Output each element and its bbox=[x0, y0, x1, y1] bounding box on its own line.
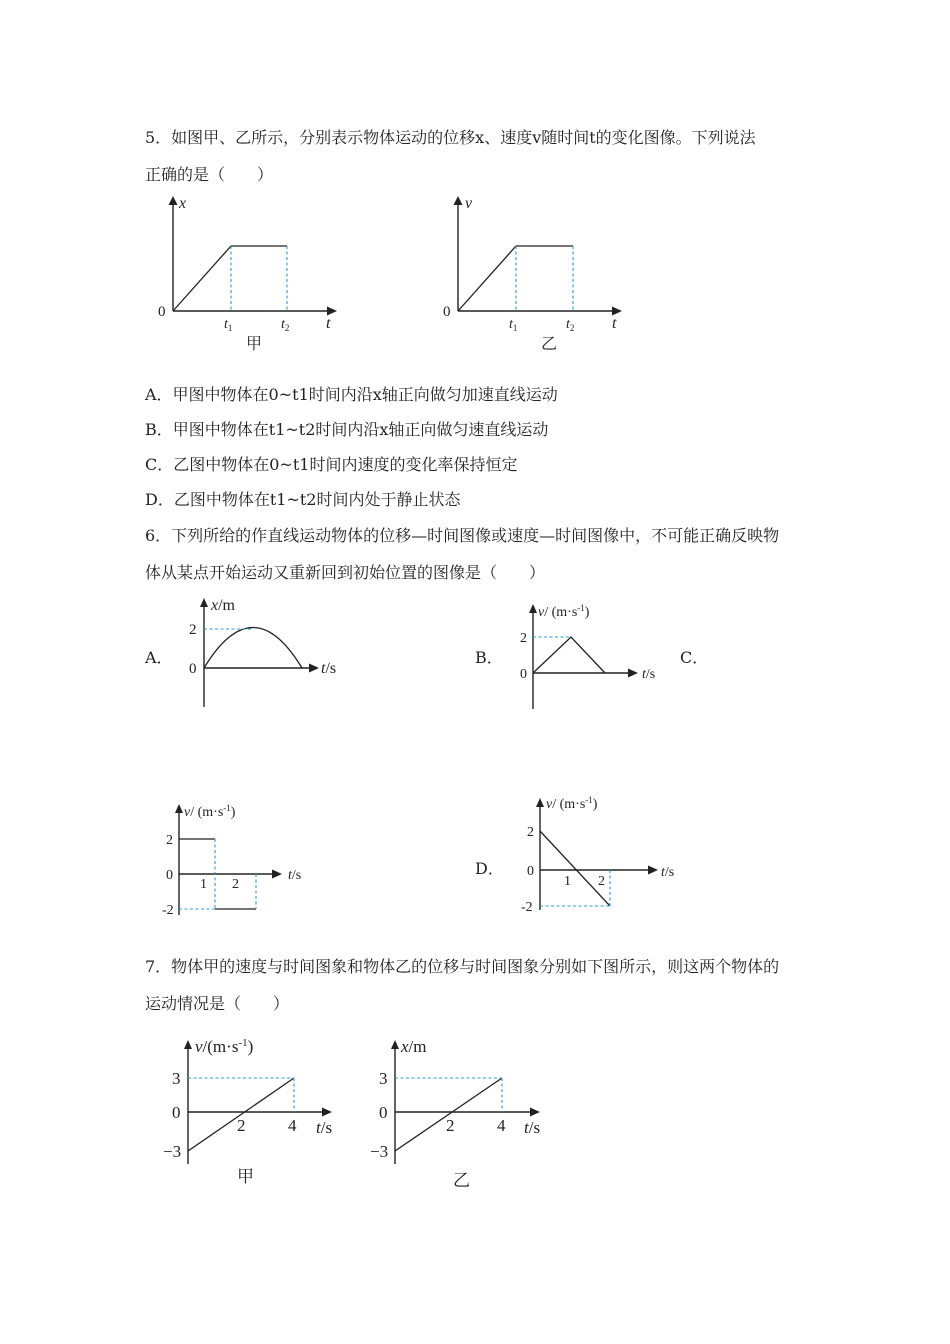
y-axis-arrow bbox=[536, 798, 544, 807]
q5-figure-yi bbox=[435, 188, 635, 358]
t2-label: $t_2$ bbox=[566, 317, 575, 333]
q5-stem-line2: 正确的是（ ） bbox=[145, 165, 274, 184]
origin-label: 0 bbox=[527, 864, 534, 879]
tick-minus2: -2 bbox=[521, 900, 533, 915]
x-axis-arrow bbox=[272, 870, 282, 879]
graph-line bbox=[173, 246, 287, 311]
q6-stem-line1: 6．下列所给的作直线运动物体的位移—时间图像或速度—时间图像中，不可能正确反映物 bbox=[145, 526, 780, 545]
y-axis-arrow bbox=[529, 604, 537, 613]
q6-option-c-letter: C． bbox=[680, 648, 709, 667]
graph-line bbox=[188, 1078, 294, 1151]
x-axis-label: t/s bbox=[661, 865, 675, 880]
t1-label: $t_1$ bbox=[224, 317, 233, 333]
graph-line bbox=[533, 637, 605, 673]
q6-option-a-graph bbox=[185, 592, 345, 712]
x-axis-label: t/s bbox=[321, 660, 337, 677]
x-axis-label: t/s bbox=[524, 1118, 541, 1137]
tick-x4: 4 bbox=[288, 1116, 297, 1135]
y-axis-arrow bbox=[391, 1040, 399, 1049]
origin-label: 0 bbox=[189, 661, 197, 677]
y-axis-label: v/ $(m\cdot s^{-1})$ bbox=[546, 795, 598, 812]
y-axis-label: v/ $(m\cdot s^{-1})$ bbox=[538, 603, 590, 620]
x-axis-arrow bbox=[530, 1108, 540, 1117]
q6-option-c-graph bbox=[160, 797, 320, 922]
q6-option-d-graph bbox=[515, 790, 695, 915]
q6-option-d-letter: D． bbox=[475, 859, 504, 878]
y-axis-arrow bbox=[169, 196, 178, 205]
q6-option-b-letter: B． bbox=[475, 648, 503, 667]
x-axis-arrow bbox=[648, 866, 658, 875]
y-axis-label: x/m bbox=[401, 1037, 427, 1056]
q7-figure-yi bbox=[365, 1030, 565, 1195]
origin-label: 0 bbox=[172, 1103, 181, 1122]
caption-jia: 甲 bbox=[237, 1167, 254, 1186]
caption-jia: 甲 bbox=[246, 336, 263, 353]
t1-label: $t_1$ bbox=[509, 317, 518, 333]
q7-stem-line2: 运动情况是（ ） bbox=[145, 994, 290, 1013]
tick-x1: 1 bbox=[200, 877, 207, 892]
tick-x2: 2 bbox=[232, 877, 239, 892]
q7-figure-jia bbox=[160, 1030, 370, 1190]
tick-x2: 2 bbox=[598, 874, 605, 889]
x-axis-label: t bbox=[326, 315, 331, 332]
tick-x2: 2 bbox=[446, 1116, 455, 1135]
tick-2: 2 bbox=[189, 622, 197, 638]
origin-label: 0 bbox=[520, 667, 527, 682]
parabola-curve bbox=[204, 628, 302, 669]
x-axis-arrow bbox=[309, 664, 319, 673]
x-axis-label: t/s bbox=[288, 868, 302, 883]
q6-option-a-letter: A． bbox=[145, 648, 173, 667]
q5-figure-jia bbox=[150, 188, 350, 358]
x-axis-label: t/s bbox=[316, 1118, 333, 1137]
t2-label: $t_2$ bbox=[281, 317, 290, 333]
y-axis-arrow bbox=[184, 1040, 192, 1049]
q5-stem-line1: 5．如图甲、乙所示，分别表示物体运动的位移x、速度v随时间t的变化图像。下列说法 bbox=[145, 128, 756, 147]
tick-minus2: -2 bbox=[162, 903, 174, 918]
x-axis-arrow bbox=[322, 1108, 332, 1117]
q6-stem-line2: 体从某点开始运动又重新回到初始位置的图像是（ ） bbox=[145, 563, 546, 582]
q5-option-c: C．乙图中物体在0~t1时间内速度的变化率保持恒定 bbox=[145, 455, 518, 474]
q5-option-a: A．甲图中物体在0~t1时间内沿x轴正向做匀加速直线运动 bbox=[145, 385, 558, 404]
tick-minus3: −3 bbox=[163, 1142, 182, 1161]
origin-label: 0 bbox=[158, 304, 166, 320]
origin-label: 0 bbox=[443, 304, 451, 320]
origin-label: 0 bbox=[166, 868, 173, 883]
tick-2: 2 bbox=[166, 833, 173, 848]
graph-line bbox=[395, 1078, 502, 1151]
tick-2: 2 bbox=[520, 631, 527, 646]
tick-x4: 4 bbox=[497, 1116, 506, 1135]
x-axis-label: t bbox=[612, 315, 617, 332]
tick-2: 2 bbox=[527, 825, 534, 840]
y-axis-label: x/m bbox=[211, 597, 235, 614]
x-axis-label: t/s bbox=[642, 667, 656, 682]
y-axis-arrow bbox=[175, 804, 183, 813]
caption-yi: 乙 bbox=[453, 1171, 470, 1190]
graph-line bbox=[540, 831, 610, 906]
y-axis-label: x bbox=[179, 195, 187, 212]
tick-3: 3 bbox=[172, 1069, 181, 1088]
caption-yi: 乙 bbox=[541, 336, 558, 353]
origin-label: 0 bbox=[379, 1103, 388, 1122]
tick-minus3: −3 bbox=[370, 1142, 389, 1161]
tick-x2: 2 bbox=[237, 1116, 246, 1135]
y-axis-label: $v/(m\cdot s^{-1})$ bbox=[195, 1037, 254, 1056]
tick-3: 3 bbox=[379, 1069, 388, 1088]
y-axis-arrow bbox=[200, 598, 208, 607]
y-axis-arrow bbox=[454, 196, 463, 205]
q6-option-b-graph bbox=[515, 597, 685, 717]
q5-option-d: D．乙图中物体在t1~t2时间内处于静止状态 bbox=[145, 490, 461, 509]
y-axis-label: v bbox=[465, 195, 473, 212]
x-axis-arrow bbox=[628, 669, 638, 678]
tick-x1: 1 bbox=[564, 874, 571, 889]
y-axis-label: v/ $(m\cdot s^{-1})$ bbox=[184, 803, 236, 820]
q5-option-b: B．甲图中物体在t1~t2时间内沿x轴正向做匀速直线运动 bbox=[145, 420, 549, 439]
q7-stem-line1: 7．物体甲的速度与时间图象和物体乙的位移与时间图象分别如下图所示，则这两个物体的 bbox=[145, 957, 780, 976]
